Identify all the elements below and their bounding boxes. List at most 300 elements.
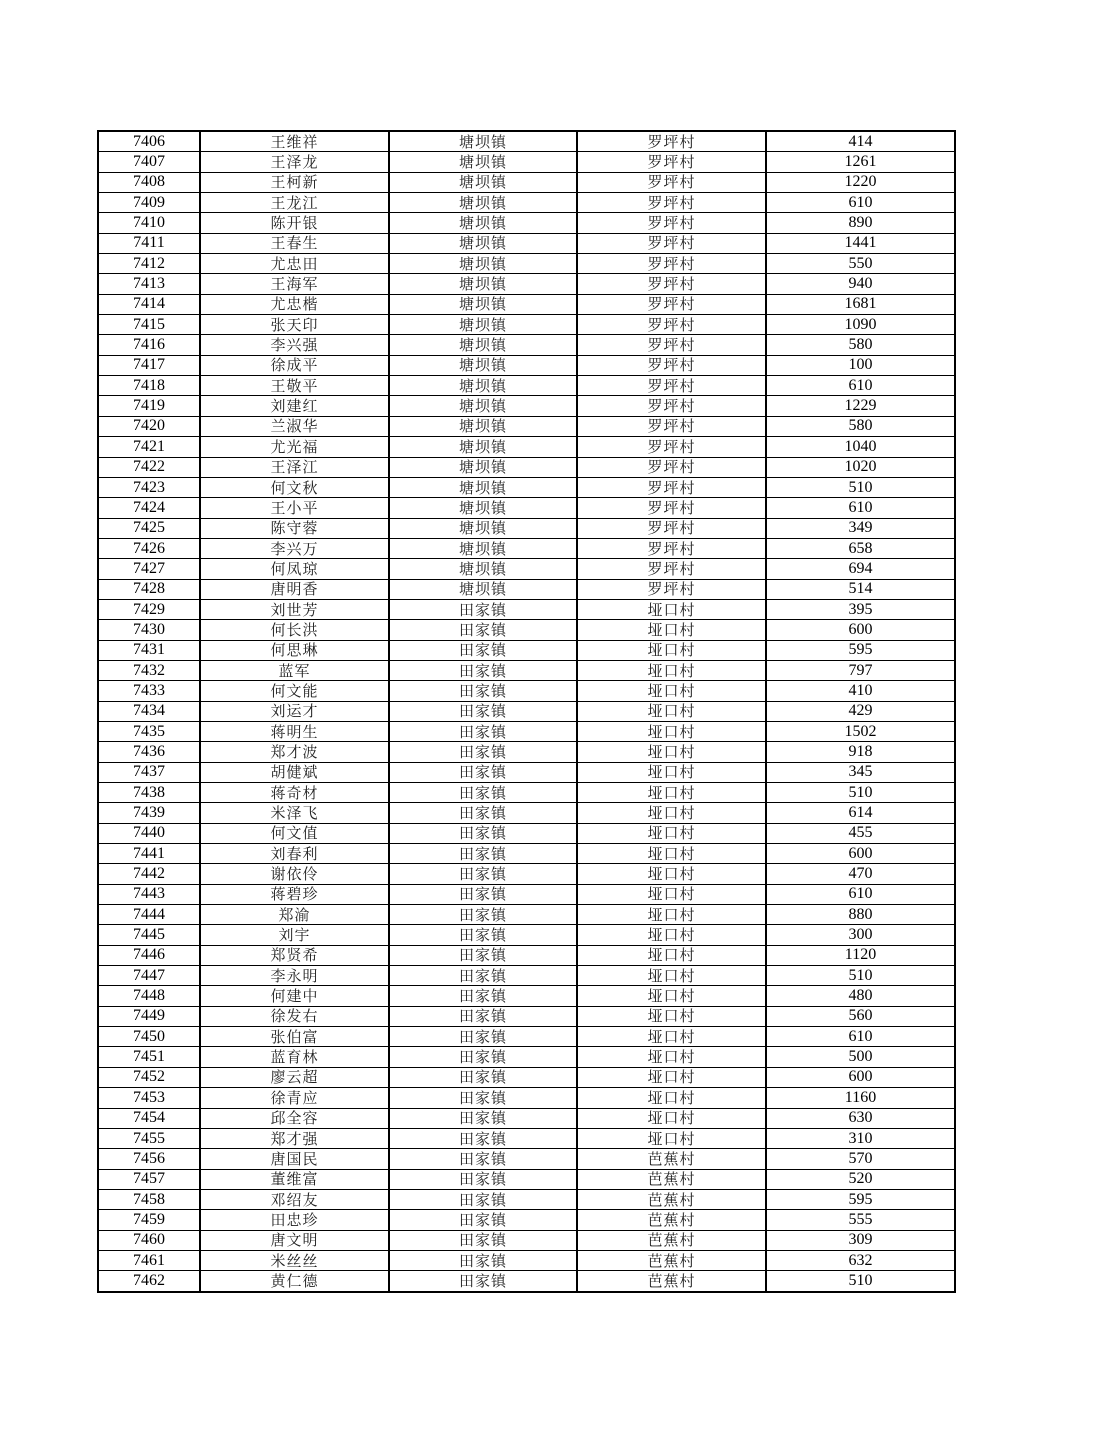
- record-number-cell: 7429: [98, 599, 200, 619]
- table-row: [98, 1006, 955, 1026]
- amount-value-cell: 560: [766, 1006, 955, 1026]
- person-name-cell: 李兴强: [200, 335, 389, 355]
- village-name-cell: 垭口村: [577, 905, 766, 925]
- amount-value-cell: 550: [766, 254, 955, 274]
- amount-value-cell: 429: [766, 701, 955, 721]
- record-number-cell: 7407: [98, 152, 200, 172]
- amount-value-cell: 694: [766, 559, 955, 579]
- table-row: [98, 254, 955, 274]
- village-name-cell: 芭蕉村: [577, 1149, 766, 1169]
- record-number-cell: 7441: [98, 844, 200, 864]
- town-name-cell: 田家镇: [389, 721, 577, 741]
- table-row: [98, 721, 955, 741]
- table-row: [98, 213, 955, 233]
- town-name-cell: 塘坝镇: [389, 437, 577, 457]
- village-name-cell: 垭口村: [577, 640, 766, 660]
- table-row: [98, 844, 955, 864]
- amount-value-cell: 500: [766, 1047, 955, 1067]
- town-name-cell: 塘坝镇: [389, 518, 577, 538]
- record-number-cell: 7423: [98, 477, 200, 497]
- town-name-cell: 田家镇: [389, 1210, 577, 1230]
- person-name-cell: 刘世芳: [200, 599, 389, 619]
- table-row: [98, 1230, 955, 1250]
- village-name-cell: 芭蕉村: [577, 1250, 766, 1270]
- amount-value-cell: 455: [766, 823, 955, 843]
- record-number-cell: 7417: [98, 355, 200, 375]
- village-name-cell: 垭口村: [577, 986, 766, 1006]
- village-name-cell: 芭蕉村: [577, 1230, 766, 1250]
- record-number-cell: 7438: [98, 783, 200, 803]
- amount-value-cell: 632: [766, 1250, 955, 1270]
- town-name-cell: 塘坝镇: [389, 294, 577, 314]
- town-name-cell: 塘坝镇: [389, 355, 577, 375]
- person-name-cell: 何思琳: [200, 640, 389, 660]
- village-name-cell: 罗坪村: [577, 294, 766, 314]
- village-name-cell: 垭口村: [577, 884, 766, 904]
- amount-value-cell: 610: [766, 498, 955, 518]
- village-name-cell: 罗坪村: [577, 193, 766, 213]
- village-name-cell: 罗坪村: [577, 254, 766, 274]
- town-name-cell: 田家镇: [389, 1047, 577, 1067]
- table-row: [98, 457, 955, 477]
- person-name-cell: 王敬平: [200, 376, 389, 396]
- record-number-cell: 7435: [98, 721, 200, 741]
- record-number-cell: 7449: [98, 1006, 200, 1026]
- amount-value-cell: 658: [766, 538, 955, 558]
- village-name-cell: 垭口村: [577, 1128, 766, 1148]
- record-number-cell: 7413: [98, 274, 200, 294]
- town-name-cell: 田家镇: [389, 966, 577, 986]
- table-row: [98, 233, 955, 253]
- village-name-cell: 罗坪村: [577, 396, 766, 416]
- amount-value-cell: 520: [766, 1169, 955, 1189]
- record-number-cell: 7444: [98, 905, 200, 925]
- record-number-cell: 7428: [98, 579, 200, 599]
- amount-value-cell: 610: [766, 884, 955, 904]
- person-name-cell: 王海军: [200, 274, 389, 294]
- town-name-cell: 塘坝镇: [389, 498, 577, 518]
- table-row: [98, 416, 955, 436]
- village-name-cell: 垭口村: [577, 701, 766, 721]
- table-row: [98, 864, 955, 884]
- village-name-cell: 垭口村: [577, 620, 766, 640]
- record-number-cell: 7415: [98, 315, 200, 335]
- person-name-cell: 唐文明: [200, 1230, 389, 1250]
- table-row: [98, 762, 955, 782]
- table-row: [98, 1108, 955, 1128]
- table-row: [98, 620, 955, 640]
- person-name-cell: 兰淑华: [200, 416, 389, 436]
- table-row: [98, 1047, 955, 1067]
- amount-value-cell: 100: [766, 355, 955, 375]
- amount-value-cell: 1040: [766, 437, 955, 457]
- table-row: [98, 538, 955, 558]
- town-name-cell: 田家镇: [389, 620, 577, 640]
- town-name-cell: 塘坝镇: [389, 152, 577, 172]
- person-name-cell: 唐明香: [200, 579, 389, 599]
- table-row: [98, 599, 955, 619]
- table-row: [98, 1250, 955, 1270]
- person-name-cell: 王小平: [200, 498, 389, 518]
- village-name-cell: 芭蕉村: [577, 1189, 766, 1209]
- table-row: [98, 152, 955, 172]
- person-name-cell: 田忠珍: [200, 1210, 389, 1230]
- table-row: [98, 559, 955, 579]
- record-number-cell: 7427: [98, 559, 200, 579]
- person-name-cell: 蓝军: [200, 660, 389, 680]
- table-row: [98, 640, 955, 660]
- person-name-cell: 郑渝: [200, 905, 389, 925]
- village-name-cell: 垭口村: [577, 945, 766, 965]
- person-name-cell: 王龙江: [200, 193, 389, 213]
- amount-value-cell: 600: [766, 1067, 955, 1087]
- record-number-cell: 7442: [98, 864, 200, 884]
- town-name-cell: 塘坝镇: [389, 172, 577, 192]
- record-number-cell: 7437: [98, 762, 200, 782]
- town-name-cell: 田家镇: [389, 783, 577, 803]
- record-number-cell: 7409: [98, 193, 200, 213]
- person-name-cell: 王泽江: [200, 457, 389, 477]
- village-name-cell: 垭口村: [577, 681, 766, 701]
- record-number-cell: 7420: [98, 416, 200, 436]
- town-name-cell: 田家镇: [389, 884, 577, 904]
- town-name-cell: 塘坝镇: [389, 376, 577, 396]
- town-name-cell: 塘坝镇: [389, 233, 577, 253]
- record-number-cell: 7447: [98, 966, 200, 986]
- record-number-cell: 7450: [98, 1027, 200, 1047]
- village-name-cell: 垭口村: [577, 966, 766, 986]
- town-name-cell: 塘坝镇: [389, 457, 577, 477]
- table-row: [98, 742, 955, 762]
- village-name-cell: 垭口村: [577, 660, 766, 680]
- village-name-cell: 垭口村: [577, 783, 766, 803]
- person-name-cell: 陈开银: [200, 213, 389, 233]
- person-name-cell: 徐成平: [200, 355, 389, 375]
- person-name-cell: 邱全容: [200, 1108, 389, 1128]
- table-row: [98, 966, 955, 986]
- record-number-cell: 7425: [98, 518, 200, 538]
- amount-value-cell: 300: [766, 925, 955, 945]
- town-name-cell: 田家镇: [389, 1271, 577, 1292]
- table-row: [98, 1189, 955, 1209]
- record-number-cell: 7440: [98, 823, 200, 843]
- village-name-cell: 垭口村: [577, 803, 766, 823]
- person-name-cell: 郑才波: [200, 742, 389, 762]
- table-row: [98, 823, 955, 843]
- table-row: [98, 986, 955, 1006]
- amount-value-cell: 414: [766, 131, 955, 152]
- person-name-cell: 陈守蓉: [200, 518, 389, 538]
- amount-value-cell: 595: [766, 1189, 955, 1209]
- village-name-cell: 垭口村: [577, 721, 766, 741]
- table-row: [98, 783, 955, 803]
- town-name-cell: 田家镇: [389, 986, 577, 1006]
- record-number-cell: 7460: [98, 1230, 200, 1250]
- table-row: [98, 294, 955, 314]
- person-name-cell: 尤光福: [200, 437, 389, 457]
- record-number-cell: 7445: [98, 925, 200, 945]
- amount-value-cell: 614: [766, 803, 955, 823]
- person-name-cell: 米泽飞: [200, 803, 389, 823]
- table-row: [98, 193, 955, 213]
- town-name-cell: 田家镇: [389, 864, 577, 884]
- amount-value-cell: 570: [766, 1149, 955, 1169]
- table-row: [98, 335, 955, 355]
- table-row: [98, 477, 955, 497]
- village-name-cell: 罗坪村: [577, 437, 766, 457]
- person-name-cell: 董维富: [200, 1169, 389, 1189]
- person-name-cell: 郑贤希: [200, 945, 389, 965]
- record-number-cell: 7451: [98, 1047, 200, 1067]
- amount-value-cell: 514: [766, 579, 955, 599]
- record-number-cell: 7430: [98, 620, 200, 640]
- village-name-cell: 罗坪村: [577, 172, 766, 192]
- person-name-cell: 王泽龙: [200, 152, 389, 172]
- amount-value-cell: 309: [766, 1230, 955, 1250]
- amount-value-cell: 1220: [766, 172, 955, 192]
- town-name-cell: 田家镇: [389, 1250, 577, 1270]
- town-name-cell: 塘坝镇: [389, 416, 577, 436]
- amount-value-cell: 510: [766, 1271, 955, 1292]
- amount-value-cell: 610: [766, 193, 955, 213]
- town-name-cell: 田家镇: [389, 905, 577, 925]
- village-name-cell: 垭口村: [577, 742, 766, 762]
- record-number-cell: 7422: [98, 457, 200, 477]
- person-name-cell: 尤忠楷: [200, 294, 389, 314]
- record-number-cell: 7458: [98, 1189, 200, 1209]
- table-row: [98, 660, 955, 680]
- village-name-cell: 罗坪村: [577, 376, 766, 396]
- record-number-cell: 7419: [98, 396, 200, 416]
- person-name-cell: 李兴万: [200, 538, 389, 558]
- table-row: [98, 579, 955, 599]
- table-row: [98, 803, 955, 823]
- person-name-cell: 何建中: [200, 986, 389, 1006]
- record-number-cell: 7433: [98, 681, 200, 701]
- person-name-cell: 王维祥: [200, 131, 389, 152]
- record-number-cell: 7446: [98, 945, 200, 965]
- village-name-cell: 罗坪村: [577, 152, 766, 172]
- amount-value-cell: 1681: [766, 294, 955, 314]
- amount-value-cell: 1090: [766, 315, 955, 335]
- town-name-cell: 田家镇: [389, 1067, 577, 1087]
- record-number-cell: 7408: [98, 172, 200, 192]
- village-name-cell: 罗坪村: [577, 457, 766, 477]
- town-name-cell: 塘坝镇: [389, 254, 577, 274]
- amount-value-cell: 918: [766, 742, 955, 762]
- town-name-cell: 田家镇: [389, 762, 577, 782]
- table-row: [98, 1067, 955, 1087]
- town-name-cell: 田家镇: [389, 803, 577, 823]
- person-name-cell: 徐青应: [200, 1088, 389, 1108]
- village-name-cell: 垭口村: [577, 1088, 766, 1108]
- person-name-cell: 王春生: [200, 233, 389, 253]
- town-name-cell: 塘坝镇: [389, 315, 577, 335]
- table-row: [98, 396, 955, 416]
- person-name-cell: 黄仁德: [200, 1271, 389, 1292]
- person-name-cell: 郑才强: [200, 1128, 389, 1148]
- person-name-cell: 何文值: [200, 823, 389, 843]
- record-number-cell: 7416: [98, 335, 200, 355]
- town-name-cell: 田家镇: [389, 599, 577, 619]
- village-name-cell: 罗坪村: [577, 131, 766, 152]
- village-name-cell: 罗坪村: [577, 498, 766, 518]
- person-name-cell: 刘宇: [200, 925, 389, 945]
- table-row: [98, 945, 955, 965]
- person-name-cell: 何文能: [200, 681, 389, 701]
- town-name-cell: 田家镇: [389, 681, 577, 701]
- amount-value-cell: 600: [766, 844, 955, 864]
- record-number-cell: 7421: [98, 437, 200, 457]
- table-row: [98, 925, 955, 945]
- record-number-cell: 7431: [98, 640, 200, 660]
- town-name-cell: 田家镇: [389, 945, 577, 965]
- village-name-cell: 垭口村: [577, 925, 766, 945]
- town-name-cell: 塘坝镇: [389, 213, 577, 233]
- table-row: [98, 172, 955, 192]
- records-table: [97, 130, 956, 1293]
- town-name-cell: 塘坝镇: [389, 396, 577, 416]
- village-name-cell: 垭口村: [577, 1027, 766, 1047]
- town-name-cell: 塘坝镇: [389, 131, 577, 152]
- amount-value-cell: 510: [766, 783, 955, 803]
- village-name-cell: 垭口村: [577, 1047, 766, 1067]
- village-name-cell: 罗坪村: [577, 518, 766, 538]
- person-name-cell: 唐国民: [200, 1149, 389, 1169]
- village-name-cell: 垭口村: [577, 864, 766, 884]
- record-number-cell: 7432: [98, 660, 200, 680]
- town-name-cell: 田家镇: [389, 701, 577, 721]
- record-number-cell: 7426: [98, 538, 200, 558]
- village-name-cell: 芭蕉村: [577, 1210, 766, 1230]
- village-name-cell: 罗坪村: [577, 559, 766, 579]
- town-name-cell: 田家镇: [389, 1169, 577, 1189]
- village-name-cell: 垭口村: [577, 823, 766, 843]
- town-name-cell: 塘坝镇: [389, 579, 577, 599]
- village-name-cell: 垭口村: [577, 762, 766, 782]
- person-name-cell: 刘建红: [200, 396, 389, 416]
- person-name-cell: 刘运才: [200, 701, 389, 721]
- table-row: [98, 701, 955, 721]
- village-name-cell: 垭口村: [577, 844, 766, 864]
- amount-value-cell: 310: [766, 1128, 955, 1148]
- town-name-cell: 田家镇: [389, 640, 577, 660]
- amount-value-cell: 1441: [766, 233, 955, 253]
- table-row: [98, 1169, 955, 1189]
- table-row: [98, 1271, 955, 1292]
- amount-value-cell: 580: [766, 416, 955, 436]
- record-number-cell: 7406: [98, 131, 200, 152]
- record-number-cell: 7436: [98, 742, 200, 762]
- village-name-cell: 罗坪村: [577, 416, 766, 436]
- town-name-cell: 田家镇: [389, 1128, 577, 1148]
- amount-value-cell: 630: [766, 1108, 955, 1128]
- village-name-cell: 罗坪村: [577, 213, 766, 233]
- record-number-cell: 7418: [98, 376, 200, 396]
- amount-value-cell: 510: [766, 966, 955, 986]
- amount-value-cell: 1160: [766, 1088, 955, 1108]
- town-name-cell: 塘坝镇: [389, 477, 577, 497]
- amount-value-cell: 410: [766, 681, 955, 701]
- person-name-cell: 王柯新: [200, 172, 389, 192]
- table-row: [98, 1128, 955, 1148]
- record-number-cell: 7448: [98, 986, 200, 1006]
- amount-value-cell: 890: [766, 213, 955, 233]
- village-name-cell: 罗坪村: [577, 355, 766, 375]
- amount-value-cell: 580: [766, 335, 955, 355]
- table-row: [98, 376, 955, 396]
- record-number-cell: 7439: [98, 803, 200, 823]
- town-name-cell: 田家镇: [389, 1149, 577, 1169]
- town-name-cell: 田家镇: [389, 1189, 577, 1209]
- person-name-cell: 蒋碧珍: [200, 884, 389, 904]
- record-number-cell: 7455: [98, 1128, 200, 1148]
- person-name-cell: 蓝育林: [200, 1047, 389, 1067]
- amount-value-cell: 1120: [766, 945, 955, 965]
- record-number-cell: 7412: [98, 254, 200, 274]
- town-name-cell: 塘坝镇: [389, 193, 577, 213]
- record-number-cell: 7457: [98, 1169, 200, 1189]
- table-row: [98, 884, 955, 904]
- amount-value-cell: 610: [766, 376, 955, 396]
- village-name-cell: 罗坪村: [577, 477, 766, 497]
- town-name-cell: 田家镇: [389, 925, 577, 945]
- village-name-cell: 罗坪村: [577, 315, 766, 335]
- person-name-cell: 张伯富: [200, 1027, 389, 1047]
- amount-value-cell: 600: [766, 620, 955, 640]
- village-name-cell: 垭口村: [577, 599, 766, 619]
- record-number-cell: 7456: [98, 1149, 200, 1169]
- person-name-cell: 米丝丝: [200, 1250, 389, 1270]
- amount-value-cell: 1261: [766, 152, 955, 172]
- table-row: [98, 274, 955, 294]
- town-name-cell: 塘坝镇: [389, 538, 577, 558]
- record-number-cell: 7434: [98, 701, 200, 721]
- village-name-cell: 罗坪村: [577, 335, 766, 355]
- village-name-cell: 芭蕉村: [577, 1271, 766, 1292]
- amount-value-cell: 555: [766, 1210, 955, 1230]
- record-number-cell: 7410: [98, 213, 200, 233]
- person-name-cell: 蒋奇材: [200, 783, 389, 803]
- amount-value-cell: 797: [766, 660, 955, 680]
- amount-value-cell: 1502: [766, 721, 955, 741]
- person-name-cell: 邓绍友: [200, 1189, 389, 1209]
- village-name-cell: 罗坪村: [577, 579, 766, 599]
- town-name-cell: 田家镇: [389, 1108, 577, 1128]
- table-row: [98, 131, 955, 152]
- amount-value-cell: 349: [766, 518, 955, 538]
- town-name-cell: 田家镇: [389, 742, 577, 762]
- town-name-cell: 塘坝镇: [389, 335, 577, 355]
- person-name-cell: 李永明: [200, 966, 389, 986]
- amount-value-cell: 1020: [766, 457, 955, 477]
- table-row: [98, 1027, 955, 1047]
- amount-value-cell: 470: [766, 864, 955, 884]
- person-name-cell: 徐发右: [200, 1006, 389, 1026]
- amount-value-cell: 940: [766, 274, 955, 294]
- village-name-cell: 垭口村: [577, 1006, 766, 1026]
- table-row: [98, 437, 955, 457]
- village-name-cell: 芭蕉村: [577, 1169, 766, 1189]
- town-name-cell: 田家镇: [389, 660, 577, 680]
- town-name-cell: 塘坝镇: [389, 274, 577, 294]
- amount-value-cell: 595: [766, 640, 955, 660]
- town-name-cell: 田家镇: [389, 1027, 577, 1047]
- table-row: [98, 355, 955, 375]
- table-row: [98, 498, 955, 518]
- record-number-cell: 7453: [98, 1088, 200, 1108]
- person-name-cell: 何长洪: [200, 620, 389, 640]
